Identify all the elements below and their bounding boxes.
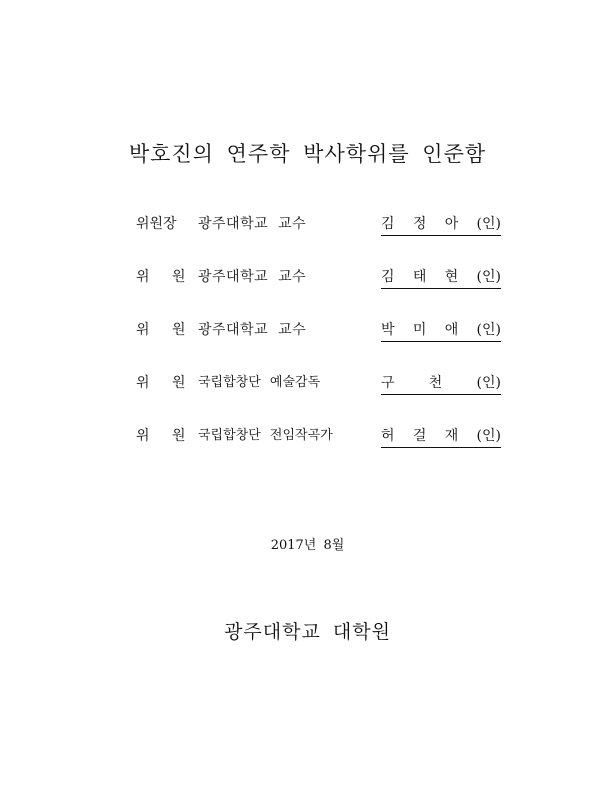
committee-affiliation: 광주대학교 교수 bbox=[198, 216, 307, 232]
committee-row-member-2 bbox=[0, 319, 615, 347]
committee-role: 위 원 bbox=[136, 375, 186, 391]
committee-affiliation: 국립합창단 예술감독 bbox=[198, 375, 321, 390]
committee-row-member-1 bbox=[0, 266, 615, 294]
committee-signature-name: 구 천 (인) bbox=[381, 372, 501, 395]
committee-signature-name: 김 태 현 (인) bbox=[381, 266, 501, 289]
committee-role: 위 원 bbox=[136, 269, 186, 285]
committee-row-member-4 bbox=[0, 425, 615, 453]
committee-affiliation: 국립합창단 전임작곡가 bbox=[198, 428, 333, 443]
committee-role: 위 원 bbox=[136, 322, 186, 338]
committee-affiliation: 광주대학교 교수 bbox=[198, 322, 307, 338]
committee-signature-name: 허 걸 재 (인) bbox=[381, 425, 501, 448]
committee-row-member-3 bbox=[0, 372, 615, 400]
committee-role: 위원장 bbox=[136, 216, 177, 232]
page-title: 박호진의 연주학 박사학위를 인준함 bbox=[128, 142, 487, 166]
committee-row-chair bbox=[0, 213, 615, 241]
committee-signature-name: 박 미 애 (인) bbox=[381, 319, 501, 342]
committee-role: 위 원 bbox=[136, 428, 186, 444]
institution-name: 광주대학교 대학원 bbox=[224, 621, 391, 643]
approval-date: 2017년 8월 bbox=[270, 538, 345, 553]
committee-signature-name: 김 정 아 (인) bbox=[381, 213, 501, 236]
committee-affiliation: 광주대학교 교수 bbox=[198, 269, 307, 285]
committee-list bbox=[0, 213, 615, 453]
